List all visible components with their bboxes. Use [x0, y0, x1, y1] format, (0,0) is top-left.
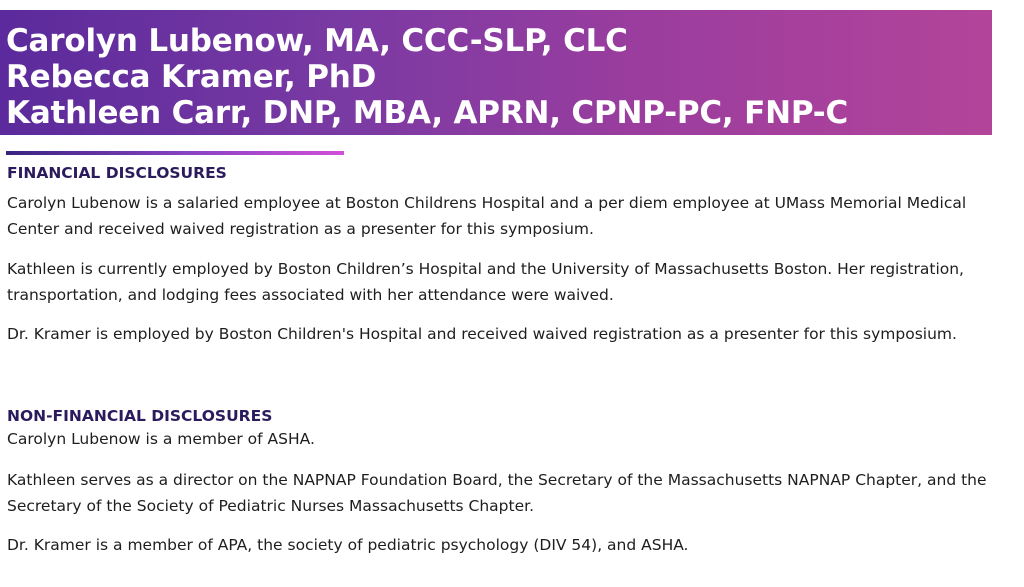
- financial-disclosure-kramer: Dr. Kramer is employed by Boston Children's Hospital and received waived registration as a presenter for this symposium.: [7, 325, 957, 343]
- financial-disclosures-heading: FINANCIAL DISCLOSURES: [7, 164, 227, 182]
- presenter-name-rebecca: Rebecca Kramer, PhD: [6, 59, 377, 95]
- accent-divider: [6, 151, 344, 155]
- non-financial-disclosure-kathleen: Kathleen serves as a director on the NAPNAP Foundation Board, the Secretary of the Massachusetts NAPNAP Chapter, and the Secretary of the Society of Pediatric Nurses Massachusetts Chapter.: [7, 471, 987, 515]
- non-financial-disclosures-heading: NON-FINANCIAL DISCLOSURES: [7, 407, 273, 425]
- presenter-name-carolyn: Carolyn Lubenow, MA, CCC-SLP, CLC: [6, 23, 628, 59]
- non-financial-disclosure-carolyn: Carolyn Lubenow is a member of ASHA.: [7, 430, 315, 448]
- financial-disclosure-carolyn: Carolyn Lubenow is a salaried employee at Boston Childrens Hospital and a per diem employee at UMass Memorial Medical Center and received waived registration as a presenter for this symposium.: [7, 194, 967, 238]
- financial-disclosure-kathleen: Kathleen is currently employed by Boston Children’s Hospital and the University of Massachusetts Boston. Her registration, transportation, and lodging fees associated with her attendance were waived.: [7, 260, 964, 304]
- title-banner: [0, 10, 992, 135]
- presenter-names: [6, 23, 848, 131]
- non-financial-disclosure-kramer: Dr. Kramer is a member of APA, the society of pediatric psychology (DIV 54), and ASHA.: [7, 536, 689, 554]
- presenter-name-kathleen: Kathleen Carr, DNP, MBA, APRN, CPNP-PC, FNP-C: [6, 95, 849, 131]
